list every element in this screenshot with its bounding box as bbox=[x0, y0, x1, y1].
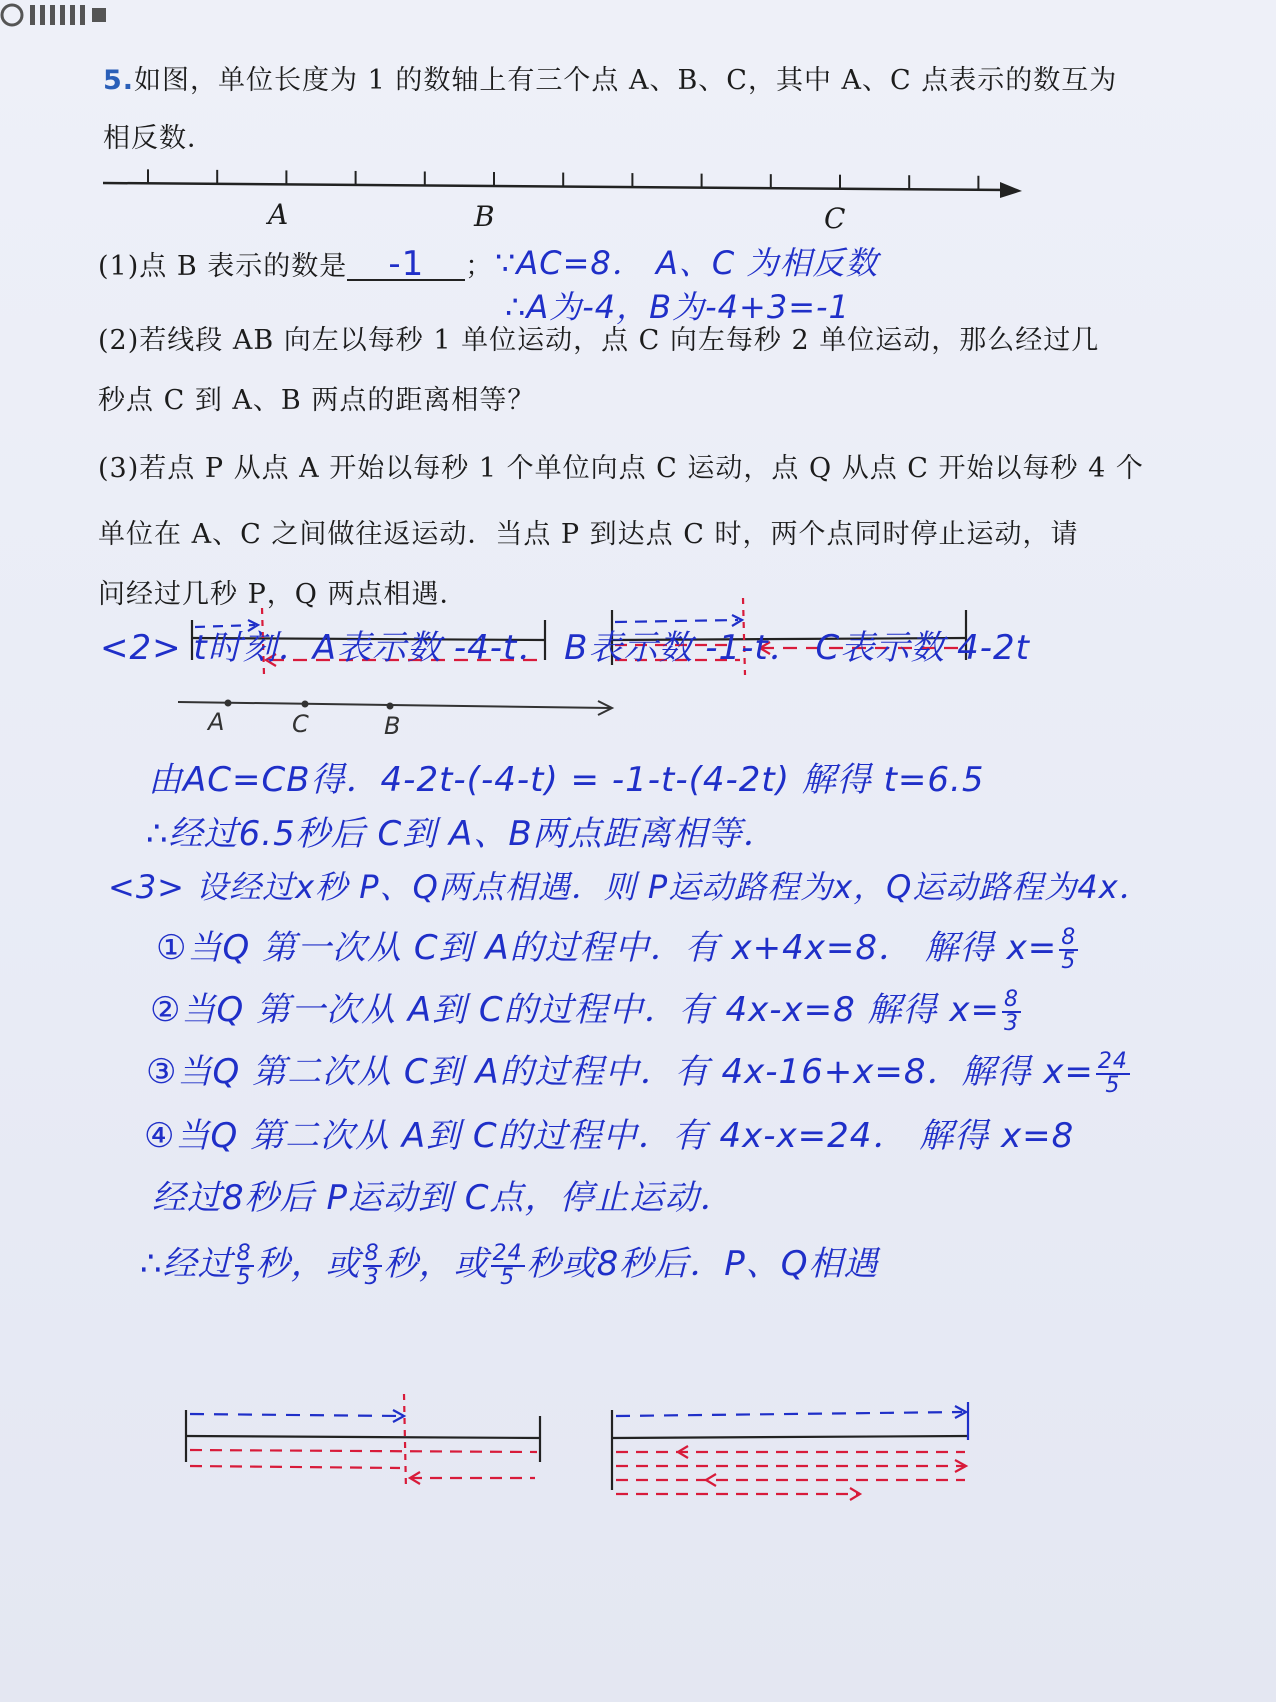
part2-line2: 秒点 C 到 A、B 两点的距离相等？ bbox=[98, 385, 536, 416]
p2-equation: 由AC=CB得．4-2t-(-4-t) = -1-t-(4-2t) 解得 t=6.5 bbox=[148, 760, 985, 800]
question-number: 5. bbox=[103, 65, 135, 96]
stem-text1: 如图，单位长度为 1 的数轴上有三个点 A、B、C，其中 A、C 点表示的数互为 bbox=[134, 65, 1118, 96]
fraction-numerator: 24 bbox=[1097, 1048, 1128, 1074]
case-1-text: ①当Q 第一次从 C到 A的过程中．有 x+4x=8． 解得 x= bbox=[156, 928, 1058, 968]
part3-line2: 单位在 A、C 之间做往返运动．当点 P 到达点 C 时，两个点同时停止运动，请 bbox=[98, 519, 1079, 550]
case-2 bbox=[150, 982, 1023, 1035]
sketch-label-b: B bbox=[384, 712, 402, 740]
final-mid-1: 秒，或 bbox=[255, 1244, 361, 1284]
sketch-label-c: C bbox=[292, 710, 310, 738]
axis-label-a: A bbox=[268, 198, 289, 231]
case-2-text: ②当Q 第一次从 A到 C的过程中．有 4x-x=8 解得 x= bbox=[150, 990, 1000, 1030]
fraction-denominator: 5 bbox=[236, 1264, 252, 1290]
hand-note-1: ∵AC=8． A、C 为相反数 bbox=[495, 244, 879, 282]
part3-line3: 问经过几秒 P，Q 两点相遇． bbox=[98, 579, 468, 610]
fraction-denominator: 5 bbox=[1105, 1072, 1121, 1098]
motion-diagram-4 bbox=[612, 1402, 968, 1500]
case-4: ④当Q 第二次从 A到 C的过程中．有 4x-x=24． 解得 x=8 bbox=[144, 1116, 1075, 1156]
part2-line1: (2)若线段 AB 向左以每秒 1 单位运动，点 C 向左每秒 2 单位运动，那么经过几 bbox=[98, 325, 1100, 356]
axis-label-c: C bbox=[824, 202, 846, 235]
final-end: 秒或8秒后．P、Q相遇 bbox=[526, 1244, 879, 1284]
axis-label-b: B bbox=[474, 200, 495, 233]
part1-line bbox=[98, 244, 493, 283]
p2-intro: <2> t时刻．A表示数 -4-t． B表示数 -1-t． C表示数 4-2t bbox=[100, 628, 1030, 668]
fraction-numerator: 8 bbox=[1003, 986, 1019, 1012]
fraction-numerator: 8 bbox=[236, 1240, 252, 1266]
case-1-fraction bbox=[1059, 924, 1078, 974]
fraction-numerator: 24 bbox=[492, 1240, 523, 1266]
stop-note: 经过8秒后 P运动到 C点，停止运动． bbox=[152, 1178, 735, 1218]
final-prefix: ∴经过 bbox=[140, 1244, 233, 1284]
case-3-text: ③当Q 第二次从 C到 A的过程中．有 4x-16+x=8．解得 x= bbox=[146, 1052, 1094, 1092]
p2-conclusion: ∴经过6.5秒后 C到 A、B两点距离相等． bbox=[146, 814, 778, 854]
final-fraction-2 bbox=[363, 1240, 382, 1290]
fraction-denominator: 3 bbox=[364, 1264, 380, 1290]
case-1 bbox=[156, 920, 1080, 973]
final-fraction-3 bbox=[491, 1240, 525, 1290]
part1-suffix: ； bbox=[465, 251, 494, 282]
final-mid-2: 秒，或 bbox=[383, 1244, 489, 1284]
fraction-denominator: 5 bbox=[1061, 948, 1077, 974]
fraction-numerator: 8 bbox=[364, 1240, 380, 1266]
case-3 bbox=[146, 1044, 1132, 1097]
part1-prefix: (1)点 B 表示的数是 bbox=[98, 251, 348, 282]
fraction-numerator: 8 bbox=[1061, 924, 1077, 950]
fraction-denominator: 5 bbox=[500, 1264, 516, 1290]
final-answer bbox=[140, 1236, 879, 1289]
printed-number-line bbox=[103, 169, 1022, 198]
watermark-logo bbox=[0, 0, 120, 30]
part3-line1: (3)若点 P 从点 A 开始以每秒 1 个单位向点 C 运动，点 Q 从点 C 开始以每秒 4 个 bbox=[98, 453, 1144, 484]
p3-intro: <3> 设经过x秒 P、Q两点相遇．则 P运动路程为x，Q运动路程为4x． bbox=[108, 868, 1152, 906]
case-3-fraction bbox=[1096, 1048, 1130, 1098]
sketch-label-a: A bbox=[208, 708, 226, 736]
part1-answer-blank: -1 bbox=[347, 249, 465, 281]
motion-diagram-3 bbox=[186, 1394, 540, 1490]
fraction-denominator: 3 bbox=[1003, 1010, 1019, 1036]
case-2-fraction bbox=[1002, 986, 1021, 1036]
hand-note-2: ∴A为-4，B为-4+3=-1 bbox=[505, 288, 850, 326]
final-fraction-1 bbox=[235, 1240, 254, 1290]
question-stem-line2: 相反数． bbox=[103, 123, 215, 154]
